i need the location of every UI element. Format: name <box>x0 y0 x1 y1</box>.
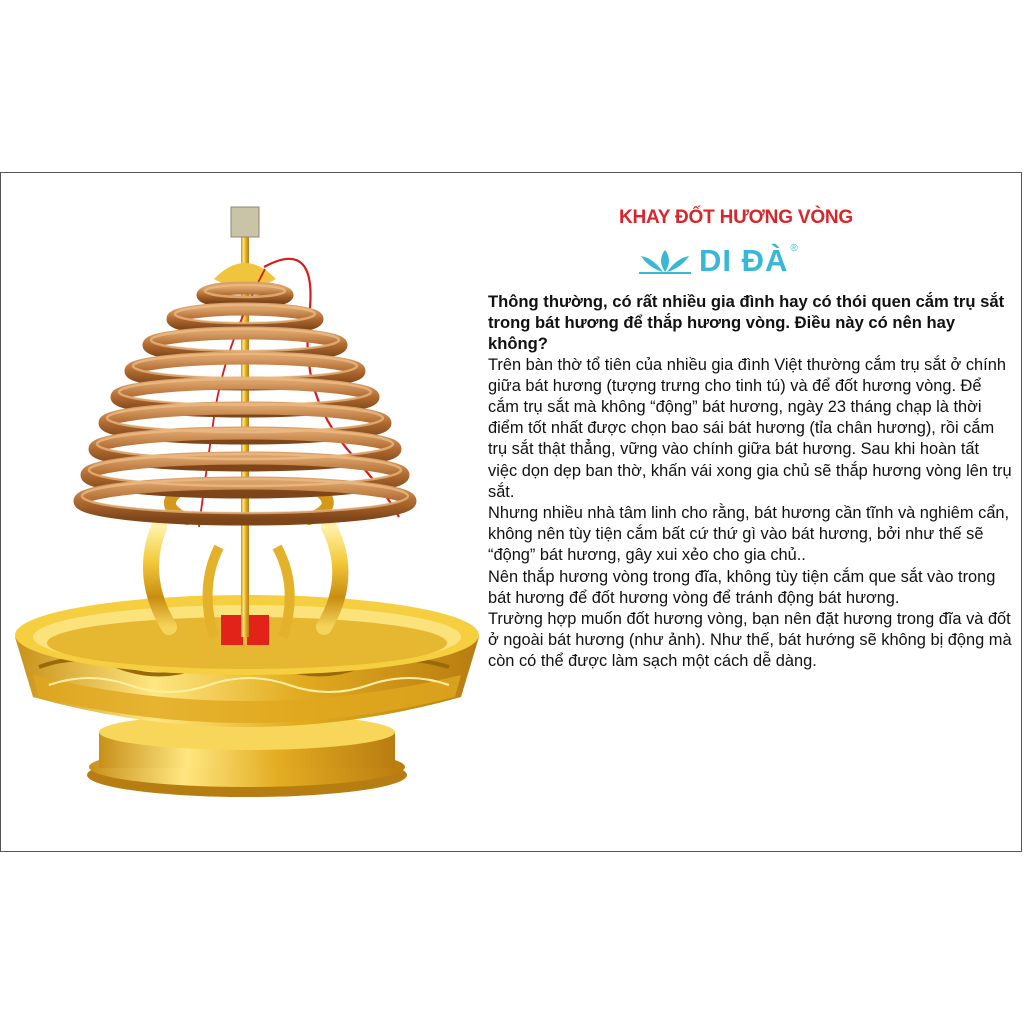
registered-mark: ® <box>790 243 798 254</box>
product-title: KHAY ĐỐT HƯƠNG VÒNG <box>618 207 854 228</box>
lotus-icon <box>637 246 693 276</box>
brand-logo <box>637 239 857 283</box>
product-card <box>0 172 1022 852</box>
article <box>488 291 1012 673</box>
brand-name: DI ĐÀ <box>699 243 789 278</box>
article-paragraph: Nhưng nhiều nhà tâm linh cho rằng, bát hương cần tĩnh và nghiêm cẩn, không nên tùy tiện cắm bất cứ thứ gì vào bát hương, bởi như thế sẽ “động” bát hương, gây xui xẻo cho gia chủ.. <box>488 504 1010 565</box>
article-paragraph: Nên thắp hương vòng trong đĩa, không tùy tiện cắm que sắt vào trong bát hương để đốt hương vòng để tránh động bát hương. <box>488 567 996 607</box>
article-paragraph: Trên bàn thờ tổ tiên của nhiều gia đình Việt thường cắm trụ sắt ở chính giữa bát hương (tượng trưng cho tinh tú) và để đốt hương vòng. Để cắm trụ sắt mà không “động” bát hương, ngày 23 tháng chạp là thời điểm tốt nhất được chọn bao sái bát hương (tỉa chân hương), rồi cắm trụ sắt thật thẳng, vững vào chính giữa bát hương. Sau khi hoàn tất việc dọn dẹp ban thờ, khấn vái xong gia chủ sẽ thắp hương vòng lên trụ sắt. <box>488 355 1012 501</box>
article-paragraph: Trường hợp muốn đốt hương vòng, bạn nên đặt hương trong đĩa và đốt ở ngoài bát hương (như ảnh). Như thế, bát hướng sẽ không bị động mà còn có thể được làm sạch một cách dễ dàng. <box>488 610 1012 671</box>
incense-tray-illustration <box>9 197 485 807</box>
article-question: Thông thường, có rất nhiều gia đình hay có thói quen cắm trụ sắt trong bát hương để thắp hương vòng. Điều này có nên hay không? <box>488 292 1005 354</box>
